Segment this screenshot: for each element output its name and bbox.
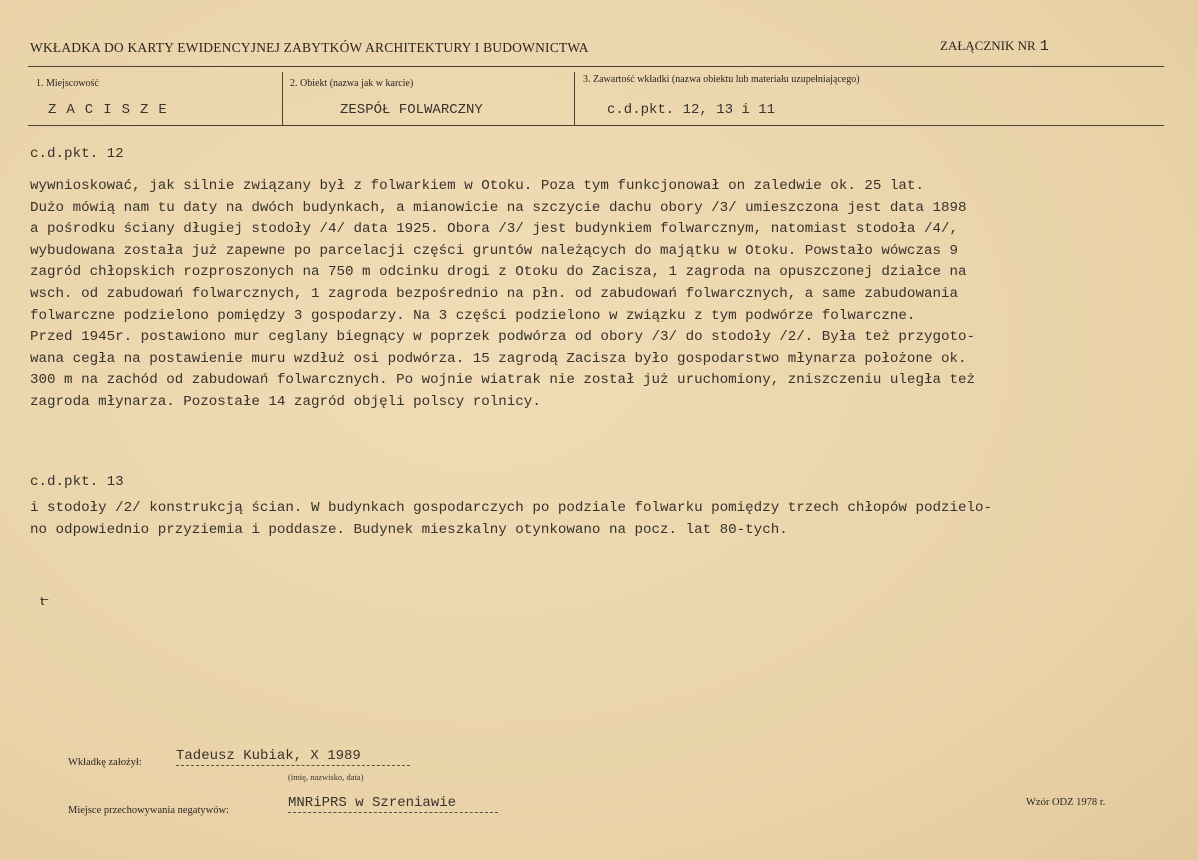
founder-hint: (imię, nazwisko, data) — [288, 772, 364, 782]
text-line: wana cegła na postawienie muru wzdłuż osi podwórza. 15 zagrodą Zacisza było gospodarstwo młynarza położone ok. — [30, 350, 967, 367]
hook-mark: ɩ̶ — [40, 592, 45, 609]
annex-label-text: ZAŁĄCZNIK NR — [940, 38, 1036, 53]
text-line: a pośrodku ściany długiej stodoły /4/ data 1925. Obora /3/ jest budynkiem folwarcznym, natomiast stodoła /4/, — [30, 221, 959, 238]
storage-value: MNRiPRS w Szreniawie — [288, 795, 498, 813]
annex-number: 1 — [1039, 38, 1049, 55]
header-top-rule — [28, 66, 1164, 67]
field-divider-2 — [574, 72, 575, 125]
form-label: Wzór ODZ 1978 r. — [1026, 797, 1106, 808]
text-line: wybudowana została już zapewne po parcelacji części gruntów należących do majątku w Otoku. Powstało wówczas 9 — [30, 242, 959, 259]
text-line: wsch. od zabudowań folwarcznych, 1 zagroda bezpośrednio na płn. od zabudowań folwarcznych, a same zabudowania — [30, 286, 959, 302]
field-2-value: ZESPÓŁ FOLWARCZNY — [340, 102, 483, 118]
text-line: 300 m na zachód od zabudowań folwarcznych. Po wojnie wiatrak nie został już uruchomiony, zniszczeniu uległa też — [30, 372, 976, 389]
field-3-value: c.d.pkt. 12, 13 i 11 — [607, 102, 776, 118]
storage-label: Miejsce przechowywania negatywów: — [68, 805, 229, 816]
text-line: Przed 1945r. postawiono mur ceglany biegnący w poprzek podwórza od obory /3/ do stodoły /2/. Była też przygoto- — [30, 329, 976, 346]
section-1-heading: c.d.pkt. 12 — [30, 146, 124, 162]
text-line: folwarczne podzielono pomiędzy 3 gospodarzy. Na 3 części podzielono w związku z tym podwórze folwarczne. — [30, 307, 916, 324]
field-2-label: 2. Obiekt (nazwa jak w karcie) — [290, 78, 414, 89]
header-bottom-rule — [28, 125, 1164, 126]
founder-label: Wkładkę założył: — [68, 757, 142, 768]
text-line: zagroda młynarza. Pozostałe 14 zagród objęli polscy rolnicy. — [30, 394, 541, 410]
text-line: no odpowiednio przyziemia i poddasze. Budynek mieszkalny otynkowano na pocz. lat 80-tych. — [30, 521, 788, 538]
field-3-label: 3. Zawartość wkładki (nazwa obiektu lub materiału uzupełniającego) — [583, 74, 860, 85]
section-2-heading: c.d.pkt. 13 — [30, 474, 124, 490]
field-divider-1 — [282, 72, 283, 125]
document-title: WKŁADKA DO KARTY EWIDENCYJNEJ ZABYTKÓW ARCHITEKTURY I BUDOWNICTWA — [30, 40, 589, 55]
annex-label — [940, 38, 1049, 55]
text-line: Dużo mówią nam tu daty na dwóch budynkach, a mianowicie na szczycie dachu obory /3/ umieszczona jest data 1898 — [30, 199, 967, 216]
text-line: i stodoły /2/ konstrukcją ścian. W budynkach gospodarczych po podziale folwarku pomiędzy trzech chłopów podzielo- — [30, 500, 993, 516]
text-line: wywnioskować, jak silnie związany był z folwarkiem w Otoku. Poza tym funkcjonował on zaledwie ok. 25 lat. — [30, 178, 924, 194]
field-1-label: 1. Miejscowość — [36, 78, 99, 89]
text-line: zagród chłopskich rozproszonych na 750 m odcinku drogi z Otoku do Zacisza, 1 zagroda na opuszczonej działce na — [30, 264, 967, 281]
founder-value: Tadeusz Kubiak, X 1989 — [176, 748, 410, 766]
field-1-value: ZACISZE — [48, 102, 177, 118]
